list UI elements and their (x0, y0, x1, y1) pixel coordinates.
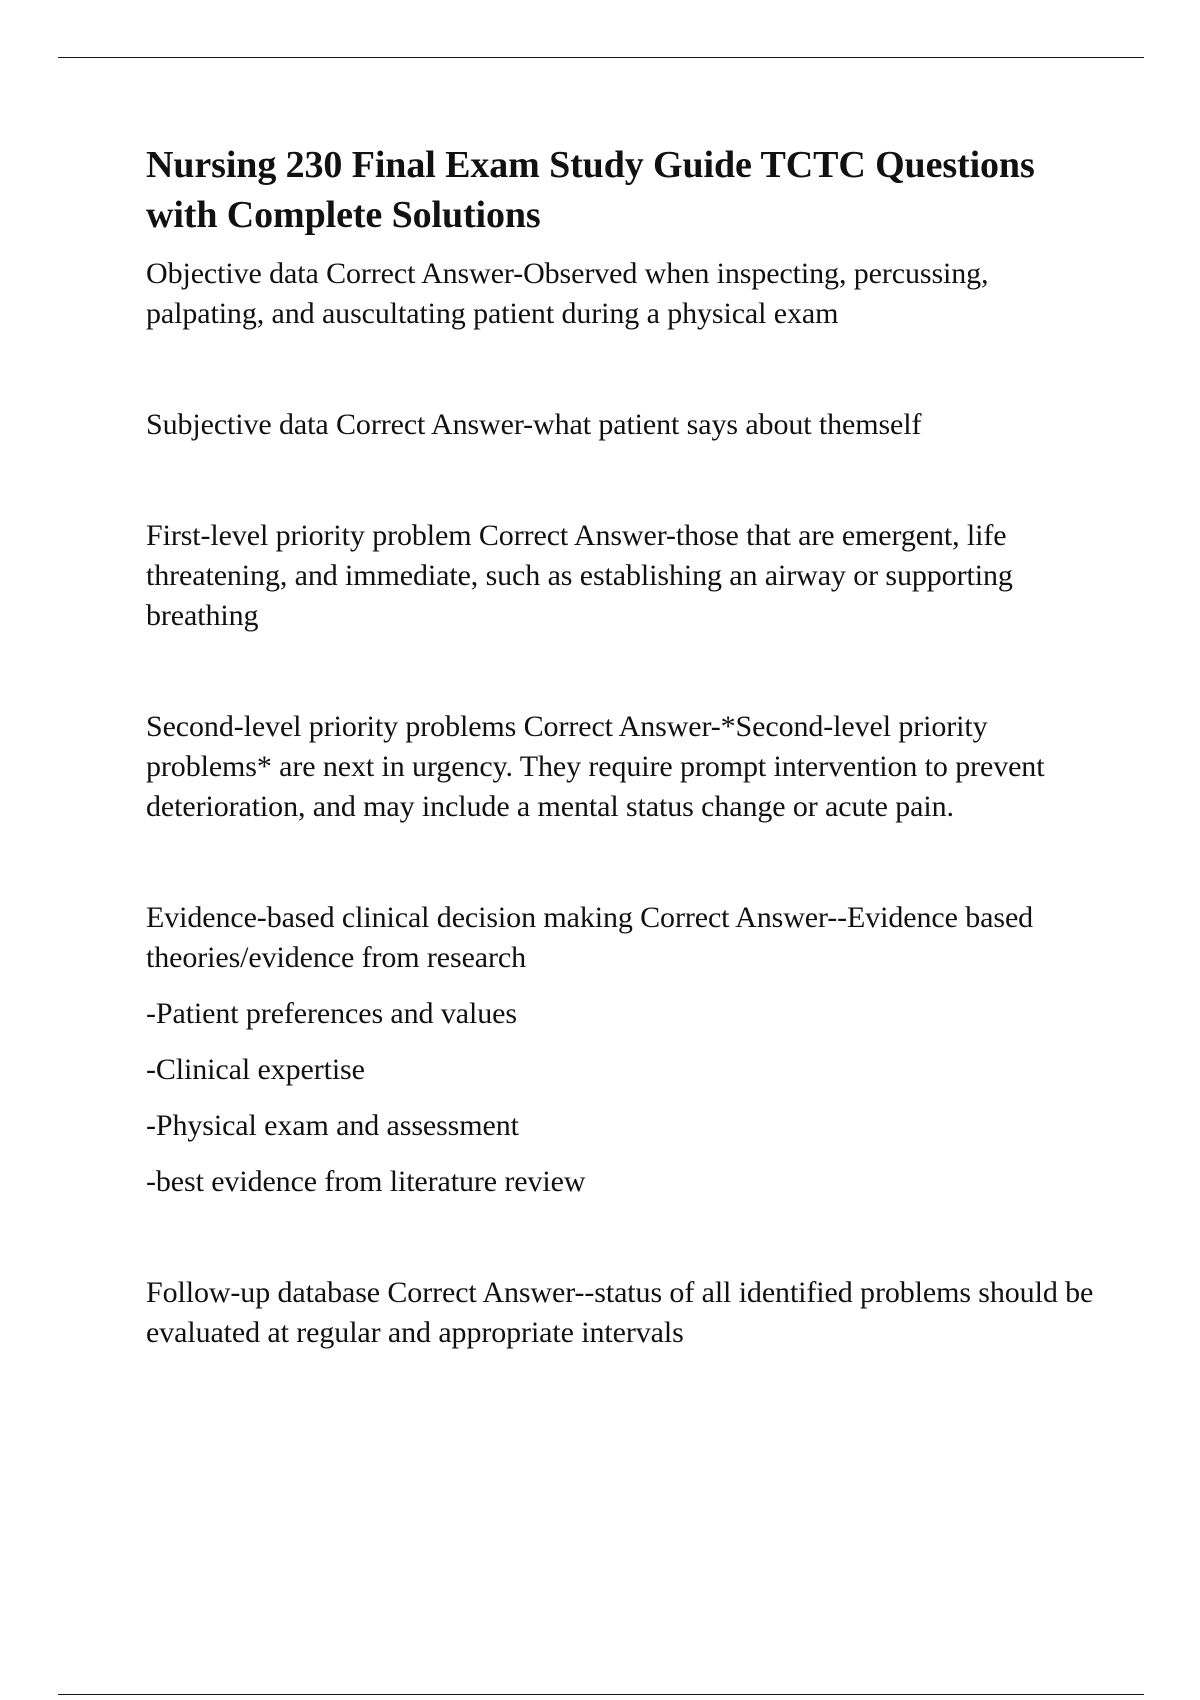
entry-answer: -Evidence based theories/evidence from research (146, 901, 1034, 974)
entry-separator: Correct Answer- (328, 408, 534, 441)
entry-answer: those that are emergent, life threatening, and immediate, such as establishing an airway or supporting breathing (146, 519, 1013, 632)
footer-rule (58, 1694, 1144, 1695)
entry-answer: -status of all identified problems should be evaluated at regular and appropriate intervals (146, 1276, 1094, 1349)
qa-entry-follow-up-database (146, 1273, 1106, 1353)
entry-answer: *Second-level priority problems* are next in urgency. They require prompt intervention to prevent deterioration, and may include a mental status change or acute pain. (146, 710, 1045, 823)
list-item-patient-preferences: -Patient preferences and values (146, 997, 517, 1030)
entry-separator: Correct Answer- (318, 257, 524, 290)
list-item-clinical-expertise: -Clinical expertise (146, 1053, 365, 1086)
header-rule (58, 57, 1144, 58)
qa-entry-subjective-data (146, 405, 1106, 445)
entry-separator: Correct Answer- (632, 901, 838, 934)
entry-term: Evidence-based clinical decision making (146, 901, 633, 934)
list-item-physical-exam: -Physical exam and assessment (146, 1109, 519, 1142)
entry-term: Objective data (146, 257, 319, 290)
document-body (146, 140, 1106, 1353)
entry-separator: Correct Answer- (516, 710, 721, 743)
qa-entry-objective-data (146, 254, 1106, 334)
entry-separator: Correct Answer- (471, 519, 676, 552)
entry-answer: Observed when inspecting, percussing, palpating, and auscultating patient during a physical exam (146, 257, 989, 330)
entry-answer: what patient says about themself (533, 408, 922, 441)
entry-term: Subjective data (146, 408, 329, 441)
qa-entry-first-level-priority (146, 516, 1106, 636)
qa-entry-second-level-priority (146, 707, 1106, 827)
entry-term: Follow-up database (146, 1276, 380, 1309)
entry-term: First-level priority problem (146, 519, 472, 552)
list-item-literature-review: -best evidence from literature review (146, 1165, 586, 1198)
entry-separator: Correct Answer- (379, 1276, 585, 1309)
entry-term: Second-level priority problems (146, 710, 517, 743)
qa-entry-evidence-based (146, 898, 1106, 978)
document-title: Nursing 230 Final Exam Study Guide TCTC Questions with Complete Solutions (146, 144, 1035, 236)
